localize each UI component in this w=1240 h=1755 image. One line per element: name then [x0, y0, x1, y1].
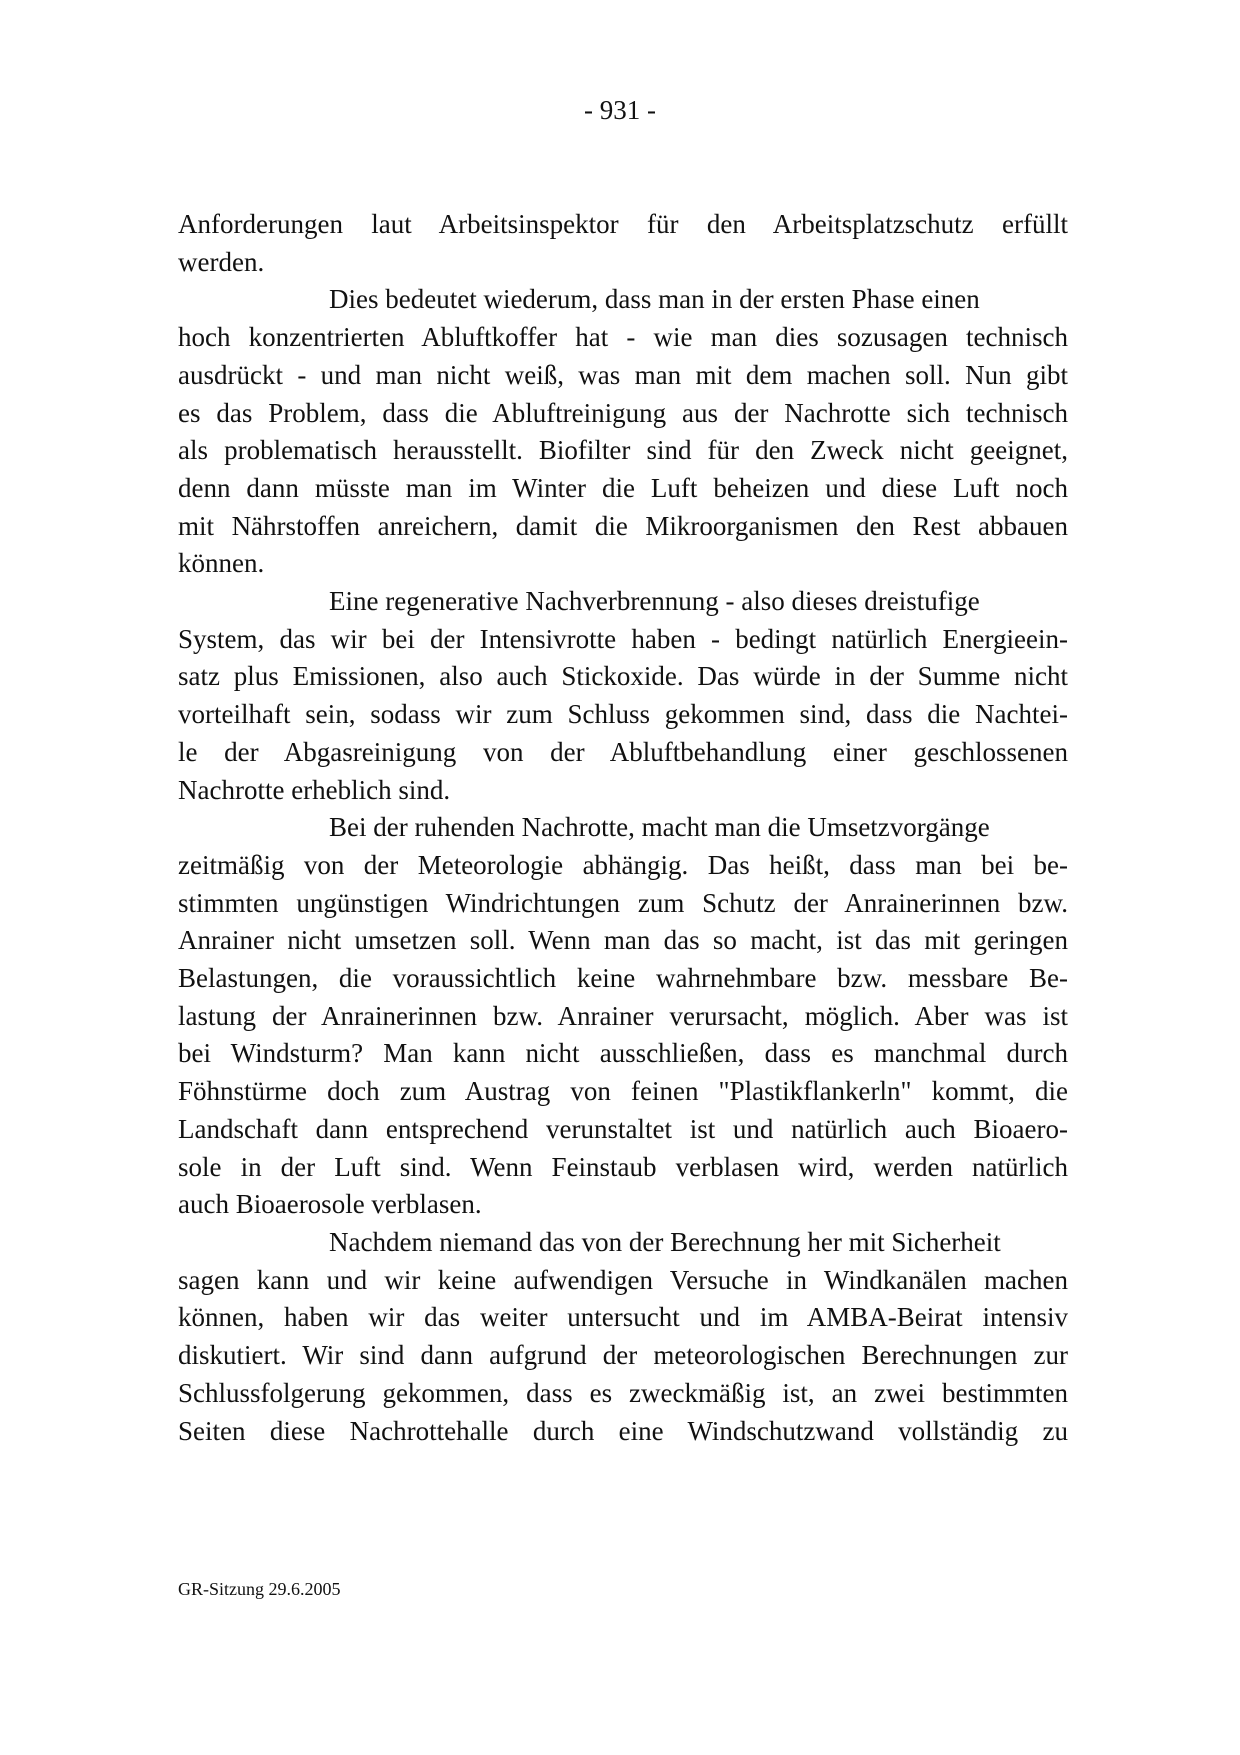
page-number: - 931 -: [584, 95, 656, 125]
text-line: stimmten ungünstigen Windrichtungen zum Schutz der Anrainerinnen bzw.: [178, 887, 1068, 918]
text-line: Landschaft dann entsprechend verunstaltet ist und natürlich auch Bioaero-: [178, 1113, 1068, 1144]
text-line: diskutiert. Wir sind dann aufgrund der meteorologischen Berechnungen zur: [178, 1340, 1068, 1371]
text-line: werden.: [178, 246, 265, 277]
text-line: bei Windsturm? Man kann nicht ausschließen, dass es manchmal durch: [178, 1038, 1068, 1069]
paragraph-first-line: Eine regenerative Nachverbrennung - also dieses dreistufige: [329, 586, 980, 617]
paragraph-first-line: Nachdem niemand das von der Berechnung her mit Sicherheit: [329, 1226, 1001, 1257]
text-line: können, haben wir das weiter untersucht und im AMBA-Beirat intensiv: [178, 1302, 1068, 1333]
text-line: zeitmäßig von der Meteorologie abhängig. Das heißt, dass man bei be-: [178, 849, 1068, 880]
text-line: ausdrückt - und man nicht weiß, was man mit dem machen soll. Nun gibt: [178, 359, 1068, 390]
text-line: satz plus Emissionen, also auch Stickoxide. Das würde in der Summe nicht: [178, 661, 1068, 692]
text-line: sole in der Luft sind. Wenn Feinstaub verblasen wird, werden natürlich: [178, 1151, 1068, 1182]
text-line: Föhnstürme doch zum Austrag von feinen "Plastikflankerln" kommt, die: [178, 1076, 1068, 1107]
text-line: System, das wir bei der Intensivrotte haben - bedingt natürlich Energieein-: [178, 623, 1068, 654]
text-line: Anrainer nicht umsetzen soll. Wenn man das so macht, ist das mit geringen: [178, 925, 1068, 956]
text-line: le der Abgasreinigung von der Abluftbehandlung einer geschlossenen: [178, 736, 1068, 767]
text-line: lastung der Anrainerinnen bzw. Anrainer verursacht, möglich. Aber was ist: [178, 1000, 1068, 1031]
paragraph-first-line: Dies bedeutet wiederum, dass man in der ersten Phase einen: [329, 284, 980, 315]
paragraph-first-line: Bei der ruhenden Nachrotte, macht man die Umsetzvorgänge: [329, 812, 990, 843]
text-line: es das Problem, dass die Abluftreinigung aus der Nachrotte sich technisch: [178, 397, 1068, 428]
text-line: mit Nährstoffen anreichern, damit die Mikroorganismen den Rest abbauen: [178, 510, 1068, 541]
text-line: Schlussfolgerung gekommen, dass es zweckmäßig ist, an zwei bestimmten: [178, 1377, 1068, 1408]
footer-session-label: GR-Sitzung 29.6.2005: [178, 1579, 341, 1599]
text-line: sagen kann und wir keine aufwendigen Versuche in Windkanälen machen: [178, 1264, 1068, 1295]
text-line: denn dann müsste man im Winter die Luft beheizen und diese Luft noch: [178, 472, 1068, 503]
text-line: Anforderungen laut Arbeitsinspektor für den Arbeitsplatzschutz erfüllt: [178, 209, 1068, 239]
text-line: hoch konzentrierten Abluftkoffer hat - wie man dies sozusagen technisch: [178, 322, 1068, 353]
text-line: als problematisch herausstellt. Biofilter sind für den Zweck nicht geeignet,: [178, 435, 1068, 466]
text-line: auch Bioaerosole verblasen.: [178, 1189, 482, 1220]
text-line: vorteilhaft sein, sodass wir zum Schluss gekommen sind, dass die Nachtei-: [178, 699, 1068, 730]
body-text: [178, 206, 1068, 1450]
text-line: Belastungen, die voraussichtlich keine wahrnehmbare bzw. messbare Be-: [178, 963, 1068, 994]
text-line: Seiten diese Nachrottehalle durch eine Windschutzwand vollständig zu: [178, 1415, 1068, 1446]
text-line: können.: [178, 548, 265, 579]
text-line: Nachrotte erheblich sind.: [178, 774, 451, 805]
